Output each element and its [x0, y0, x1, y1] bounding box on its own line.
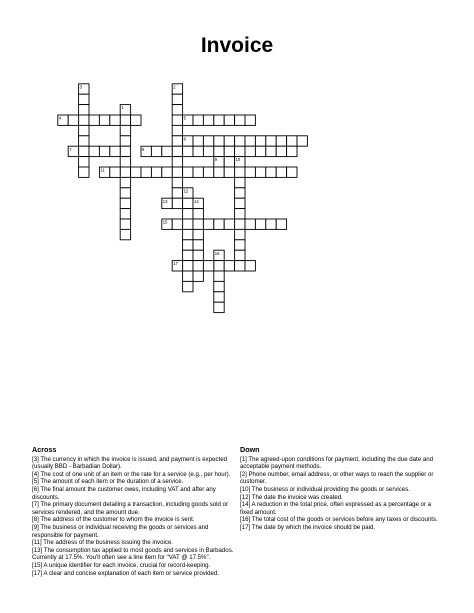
- grid-cell[interactable]: [120, 125, 130, 135]
- grid-cell[interactable]: [235, 229, 245, 239]
- grid-cell[interactable]: [203, 146, 213, 156]
- clue-number: 15: [162, 219, 168, 225]
- grid-cell[interactable]: [276, 219, 286, 229]
- page-title: Invoice: [200, 34, 274, 57]
- grid-cell[interactable]: [172, 177, 182, 187]
- grid-cell[interactable]: [183, 261, 193, 271]
- grid-cell[interactable]: [120, 219, 130, 229]
- grid-cell[interactable]: [131, 115, 141, 125]
- grid-cell[interactable]: [193, 115, 203, 125]
- grid-cell[interactable]: [120, 229, 130, 239]
- grid-cell[interactable]: [79, 146, 89, 156]
- grid-cell[interactable]: [172, 94, 182, 104]
- grid-cell[interactable]: [203, 219, 213, 229]
- grid-cell[interactable]: [110, 115, 120, 125]
- grid-cell[interactable]: [193, 240, 203, 250]
- grid-cell[interactable]: [183, 219, 193, 229]
- grid-cell[interactable]: [120, 146, 130, 156]
- across-clue: [5] The amount of each item or the duration of a service.: [32, 478, 184, 486]
- grid-cell[interactable]: [224, 167, 234, 177]
- grid-cell[interactable]: [214, 167, 224, 177]
- grid-cell[interactable]: [287, 146, 297, 156]
- grid-cell[interactable]: [224, 136, 234, 146]
- across-clue: [8] The address of the customer to whom the invoice is sent.: [32, 516, 195, 524]
- grid-cell[interactable]: [183, 229, 193, 239]
- grid-cell[interactable]: [276, 136, 286, 146]
- grid-cell[interactable]: [235, 261, 245, 271]
- grid-cell[interactable]: [235, 219, 245, 229]
- across-clue: [7] The primary document detailing a transaction, including goods sold or services rendered, and the amount due.: [32, 501, 229, 516]
- grid-cell[interactable]: [68, 115, 78, 125]
- grid-cell[interactable]: [99, 115, 109, 125]
- across-clue: [15] A unique identifier for each invoice, crucial for record-keeping.: [32, 561, 211, 569]
- down-clue: [14] A reduction in the total price, often expressed as a percentage or a fixed amount.: [240, 501, 432, 516]
- grid-cell[interactable]: [224, 219, 234, 229]
- grid-cell[interactable]: [89, 115, 99, 125]
- down-clue: [16] The total cost of the goods or services before any taxes or discounts.: [240, 516, 438, 524]
- grid-cell[interactable]: [151, 167, 161, 177]
- grid-cell[interactable]: [172, 188, 182, 198]
- grid-cell[interactable]: [255, 146, 265, 156]
- grid-cell[interactable]: [172, 136, 182, 146]
- grid-cell[interactable]: [193, 261, 203, 271]
- down-heading: Down: [240, 445, 260, 454]
- across-clue: [6] The final amount the customer owes, including VAT and after any discounts.: [32, 485, 216, 501]
- grid-cell[interactable]: [297, 136, 307, 146]
- grid-cell[interactable]: [120, 188, 130, 198]
- grid-cell[interactable]: [151, 146, 161, 156]
- across-clue: [11] The address of the business issuing the invoice.: [32, 539, 174, 547]
- grid-cell[interactable]: [79, 157, 89, 167]
- grid-cell[interactable]: [214, 292, 224, 302]
- grid-cell[interactable]: [245, 136, 255, 146]
- grid-cell[interactable]: [203, 261, 213, 271]
- grid-cell[interactable]: [245, 167, 255, 177]
- grid-cell[interactable]: [235, 188, 245, 198]
- grid-cell[interactable]: [172, 125, 182, 135]
- grid-cell[interactable]: [193, 271, 203, 281]
- across-clue: [17] A clear and concise explanation of each item or service provided.: [32, 569, 219, 577]
- grid-cell[interactable]: [172, 146, 182, 156]
- clue-number: 17: [173, 261, 178, 267]
- grid-cell[interactable]: [245, 146, 255, 156]
- grid-cell[interactable]: [245, 115, 255, 125]
- grid-cell[interactable]: [183, 167, 193, 177]
- grid-cell[interactable]: [183, 271, 193, 281]
- grid-cell[interactable]: [203, 167, 213, 177]
- grid-cell[interactable]: [214, 115, 224, 125]
- clue-number: 14: [194, 198, 199, 204]
- grid-cell[interactable]: [214, 271, 224, 281]
- across-clue: [9] The business or individual receiving the goods or services and responsible for payment.: [32, 523, 209, 539]
- grid-cell[interactable]: [89, 146, 99, 156]
- grid-cell[interactable]: [183, 146, 193, 156]
- grid-cell[interactable]: [110, 167, 120, 177]
- grid-cell[interactable]: [193, 209, 203, 219]
- grid-cell[interactable]: [120, 198, 130, 208]
- grid-cell[interactable]: [193, 167, 203, 177]
- grid-cell[interactable]: [79, 125, 89, 135]
- grid-cell[interactable]: [214, 136, 224, 146]
- grid-cell[interactable]: [79, 136, 89, 146]
- across-heading: Across: [32, 445, 57, 454]
- clue-number: 10: [235, 157, 241, 163]
- grid-cell[interactable]: [203, 115, 213, 125]
- grid-cell[interactable]: [235, 198, 245, 208]
- grid-cell[interactable]: [214, 219, 224, 229]
- grid-cell[interactable]: [245, 261, 255, 271]
- grid-cell[interactable]: [224, 157, 234, 167]
- clue-number: 3: [79, 84, 82, 90]
- clue-number: 8: [142, 146, 145, 152]
- grid-cell[interactable]: [214, 302, 224, 312]
- grid-cell[interactable]: [245, 219, 255, 229]
- grid-cell[interactable]: [235, 115, 245, 125]
- grid-cell[interactable]: [172, 115, 182, 125]
- grid-cell[interactable]: [193, 219, 203, 229]
- grid-cell[interactable]: [255, 136, 265, 146]
- clue-number: 12: [183, 188, 189, 194]
- grid-cell[interactable]: [235, 146, 245, 156]
- grid-cell[interactable]: [224, 115, 234, 125]
- down-clue: [10] The business or individual providing the goods or services.: [240, 485, 410, 493]
- clue-number: 1: [121, 105, 124, 111]
- grid-cell[interactable]: [183, 240, 193, 250]
- grid-cell[interactable]: [172, 105, 182, 115]
- grid-cell[interactable]: [193, 250, 203, 260]
- grid-cell[interactable]: [110, 146, 120, 156]
- down-clue: [2] Phone number, email address, or other ways to reach the supplier or customer.: [240, 470, 434, 486]
- grid-cell[interactable]: [120, 136, 130, 146]
- clue-number: 4: [58, 115, 62, 121]
- down-clue: [17] The date by which the invoice should be paid.: [240, 523, 376, 531]
- grid-cell[interactable]: [120, 177, 130, 187]
- down-clue: [1] The agreed-upon conditions for payment, including the due date and acceptable payment methods.: [240, 455, 433, 471]
- grid-cell[interactable]: [120, 115, 130, 125]
- grid-cell[interactable]: [255, 167, 265, 177]
- grid-cell[interactable]: [235, 167, 245, 177]
- grid-cell[interactable]: [183, 250, 193, 260]
- grid-cell[interactable]: [172, 219, 182, 229]
- grid-cell[interactable]: [183, 281, 193, 291]
- grid-cell[interactable]: [214, 281, 224, 291]
- grid-cell[interactable]: [131, 167, 141, 177]
- grid-cell[interactable]: [141, 167, 151, 177]
- grid-cell[interactable]: [235, 177, 245, 187]
- grid-cell[interactable]: [172, 198, 182, 208]
- grid-cell[interactable]: [162, 146, 172, 156]
- grid-cell[interactable]: [183, 198, 193, 208]
- grid-cell[interactable]: [120, 157, 130, 167]
- grid-cell[interactable]: [193, 229, 203, 239]
- across-clue: [4] The cost of one unit of an item or the rate for a service (e.g., per hour).: [32, 470, 231, 478]
- grid-cell[interactable]: [214, 146, 224, 156]
- grid-cell[interactable]: [79, 94, 89, 104]
- clue-number: 2: [173, 84, 176, 90]
- grid-cell[interactable]: [235, 250, 245, 260]
- grid-cell[interactable]: [224, 146, 234, 156]
- grid-cell[interactable]: [266, 136, 276, 146]
- clue-number: 6: [183, 136, 186, 142]
- grid-cell[interactable]: [79, 167, 89, 177]
- down-clue: [12] The date the invoice was created.: [240, 493, 343, 501]
- grid-cell[interactable]: [235, 240, 245, 250]
- down-clue-list: [240, 456, 445, 532]
- clue-number: 7: [69, 146, 72, 152]
- grid-cell[interactable]: [193, 146, 203, 156]
- grid-cell[interactable]: [255, 219, 265, 229]
- clue-number: 9: [214, 157, 218, 163]
- grid-cell[interactable]: [287, 167, 297, 177]
- grid-cell[interactable]: [235, 136, 245, 146]
- grid-cell[interactable]: [193, 136, 203, 146]
- across-clue: [3] The currency in which the invoice is issued, and payment is expected (usually BBD - Barbadian Dollar).: [32, 455, 227, 471]
- down-clues: [240, 446, 445, 532]
- grid-cell[interactable]: [266, 146, 276, 156]
- grid-cell[interactable]: [120, 167, 130, 177]
- grid-cell[interactable]: [287, 136, 297, 146]
- grid-cell[interactable]: [172, 157, 182, 167]
- grid-cell[interactable]: [120, 209, 130, 219]
- grid-cell[interactable]: [203, 136, 213, 146]
- grid-cell[interactable]: [266, 167, 276, 177]
- grid-cell[interactable]: [183, 209, 193, 219]
- grid-cell[interactable]: [99, 146, 109, 156]
- grid-cell[interactable]: [79, 115, 89, 125]
- clue-number: 13: [162, 198, 168, 204]
- grid-cell[interactable]: [276, 167, 286, 177]
- grid-cell[interactable]: [79, 105, 89, 115]
- clue-number: 11: [100, 167, 105, 173]
- grid-cell[interactable]: [214, 261, 224, 271]
- grid-cell[interactable]: [235, 209, 245, 219]
- clue-number: 16: [214, 250, 220, 256]
- across-clue-list: [32, 456, 237, 578]
- grid-cell[interactable]: [266, 219, 276, 229]
- grid-cell[interactable]: [224, 261, 234, 271]
- across-clues: [32, 446, 237, 577]
- grid-cell[interactable]: [276, 146, 286, 156]
- grid-cell[interactable]: [172, 167, 182, 177]
- clue-number: 5: [183, 115, 186, 121]
- across-clue: [13] The consumption tax applied to most goods and services in Barbados. Currently at 17.5%. You'll often see a line item for "VAT @ 17.5%".: [32, 546, 234, 562]
- grid-cell[interactable]: [162, 167, 172, 177]
